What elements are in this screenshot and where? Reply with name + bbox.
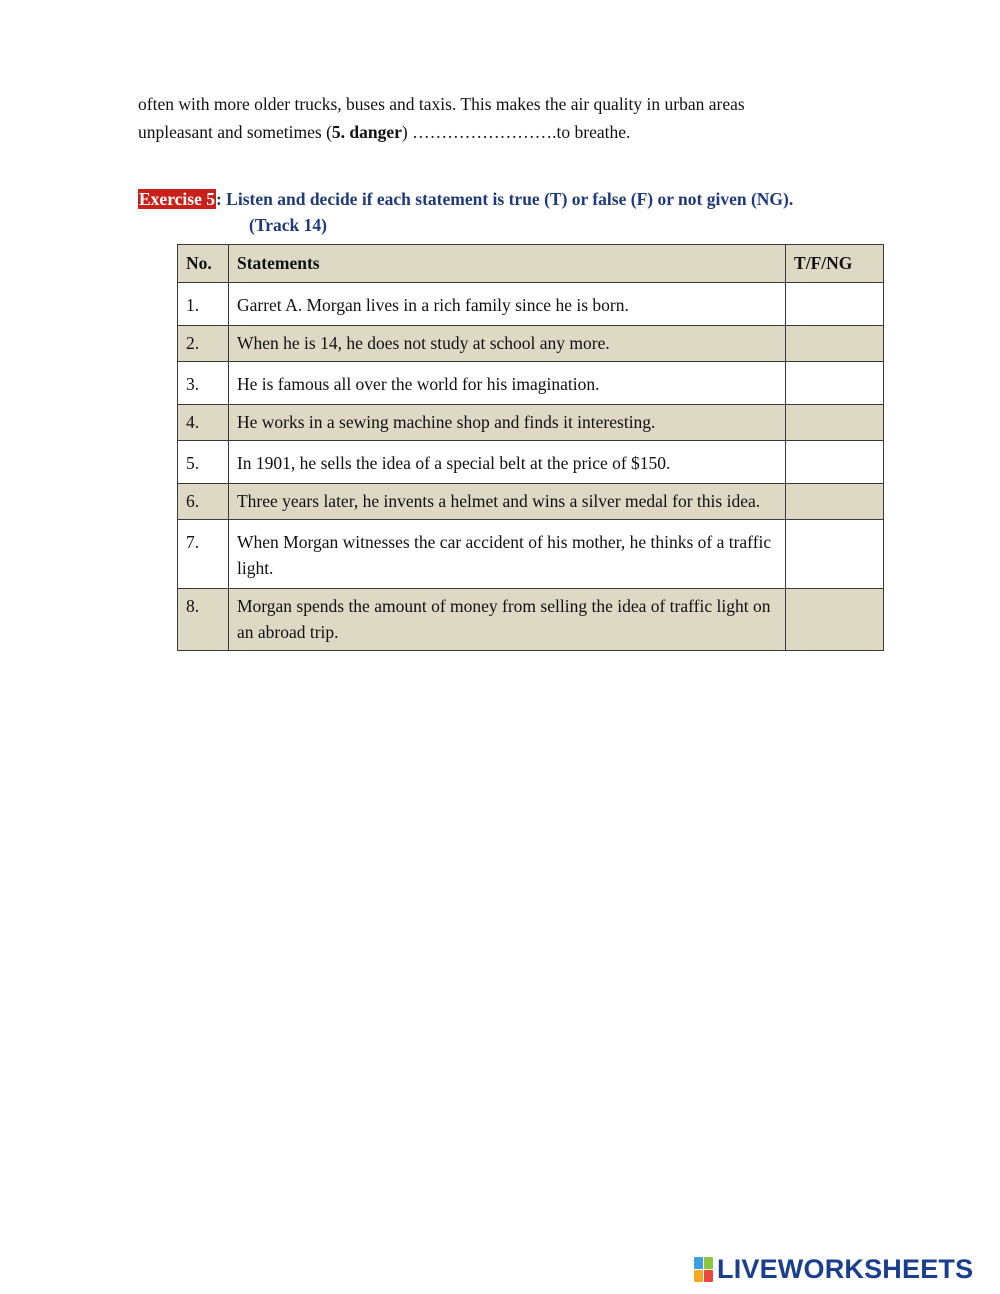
passage-paragraph	[138, 90, 898, 146]
liveworksheets-logo-mark-icon	[694, 1257, 713, 1282]
table-row	[178, 362, 884, 405]
table-row	[178, 405, 884, 441]
row-statement: He works in a sewing machine shop and finds it interesting.	[228, 405, 785, 441]
answer-cell[interactable]	[786, 405, 884, 441]
liveworksheets-logo	[694, 1254, 973, 1285]
header-statements: Statements	[228, 245, 785, 283]
row-statement: In 1901, he sells the idea of a special belt at the price of $150.	[228, 441, 785, 484]
table-row	[178, 283, 884, 326]
table-row	[178, 484, 884, 520]
header-no: No.	[178, 245, 229, 283]
row-number: 2.	[178, 326, 229, 362]
row-statement: When he is 14, he does not study at school any more.	[228, 326, 785, 362]
row-number: 1.	[178, 283, 229, 326]
row-statement: Morgan spends the amount of money from selling the idea of traffic light on an abroad trip.	[228, 589, 785, 651]
exercise-heading	[138, 186, 910, 238]
logo-text: LIVEWORKSHEETS	[717, 1254, 974, 1284]
passage-line-2-start: unpleasant and sometimes (	[138, 122, 332, 142]
statements-table	[177, 244, 884, 651]
exercise-track: (Track 14)	[249, 215, 327, 235]
answer-cell[interactable]	[786, 484, 884, 520]
row-statement: He is famous all over the world for his imagination.	[228, 362, 785, 405]
passage-line-1: often with more older trucks, buses and taxis. This makes the air quality in urban areas	[138, 94, 745, 114]
answer-cell[interactable]	[786, 441, 884, 484]
exercise-instruction-line	[138, 186, 910, 212]
row-number: 7.	[178, 520, 229, 589]
answer-cell[interactable]	[786, 283, 884, 326]
answer-cell[interactable]	[786, 520, 884, 589]
row-number: 3.	[178, 362, 229, 405]
passage-line-2-mid: )	[401, 122, 413, 142]
answer-cell[interactable]	[786, 362, 884, 405]
table-row	[178, 589, 884, 651]
passage-line-2-end: to breathe.	[556, 122, 631, 142]
row-statement: When Morgan witnesses the car accident of his mother, he thinks of a traffic light.	[228, 520, 785, 589]
row-number: 6.	[178, 484, 229, 520]
gap-word: 5. danger	[331, 122, 402, 142]
table-row	[178, 441, 884, 484]
exercise-label: Exercise 5	[139, 189, 215, 209]
row-statement: Garret A. Morgan lives in a rich family since he is born.	[228, 283, 785, 326]
exercise-instruction: : Listen and decide if each statement is true (T) or false (F) or not given (NG).	[215, 189, 794, 209]
table-row	[178, 326, 884, 362]
answer-cell[interactable]	[786, 326, 884, 362]
row-statement: Three years later, he invents a helmet and wins a silver medal for this idea.	[228, 484, 785, 520]
row-number: 4.	[178, 405, 229, 441]
row-number: 5.	[178, 441, 229, 484]
table-header-row	[178, 245, 884, 283]
gap-blank[interactable]: …………………….	[412, 122, 557, 142]
row-number: 8.	[178, 589, 229, 651]
table-row	[178, 520, 884, 589]
header-answer: T/F/NG	[786, 245, 884, 283]
answer-cell[interactable]	[786, 589, 884, 651]
